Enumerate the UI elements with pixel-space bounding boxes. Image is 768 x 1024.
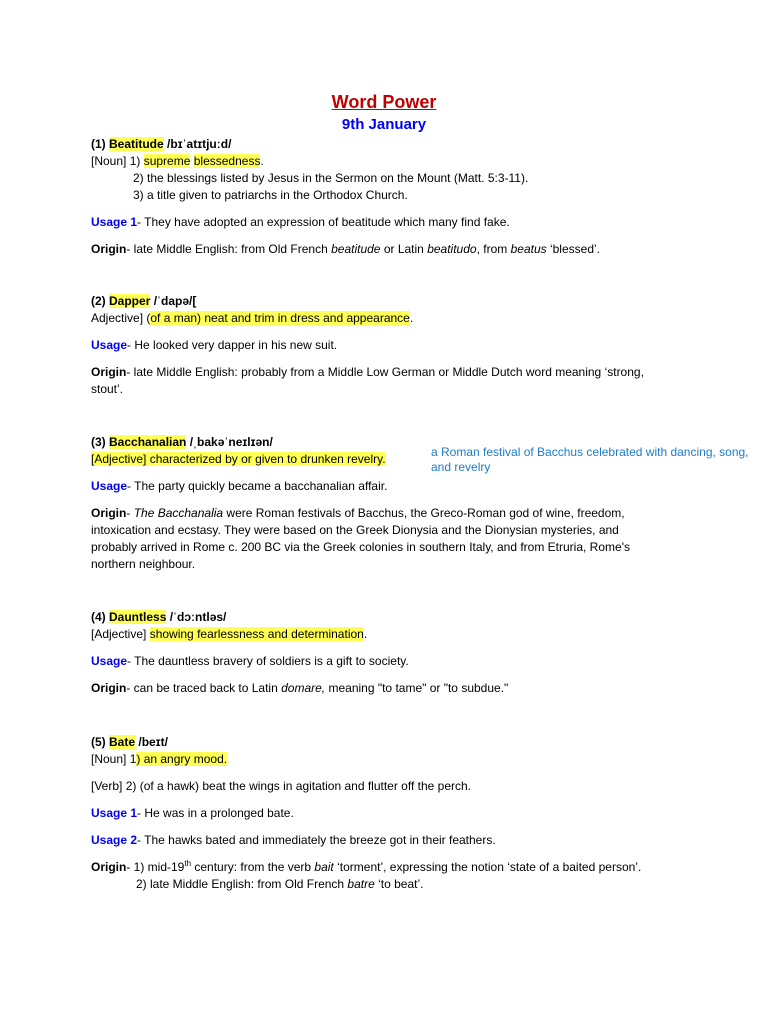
- origin-block: Origin- 1) mid-19th century: from the verb bait ‘torment’, expressing the notion ‘state of a baited person’. 2) late Middle English: from Old French batre ‘to beat’.: [91, 859, 642, 891]
- definition-line: [Verb] 2) (of a hawk) beat the wings in agitation and flutter off the perch.: [91, 779, 472, 793]
- page-title: Word Power: [331, 92, 437, 112]
- definition-line: 3) a title given to patriarchs in the Orthodox Church.: [133, 188, 408, 202]
- usage-line: Usage 2- The hawks bated and immediately the breeze got in their feathers.: [91, 833, 496, 847]
- definition-line: [Adjective] characterized by or given to drunken revelry.: [91, 452, 386, 466]
- headword: Dapper: [109, 294, 151, 308]
- margin-note: a Roman festival of Bacchus celebrated with dancing, song, and revelry: [431, 445, 749, 474]
- headword: Beatitude: [109, 137, 164, 151]
- page-date: 9th January: [341, 116, 427, 133]
- definition-line: Adjective] (of a man) neat and trim in dress and appearance.: [91, 311, 414, 325]
- headword: Dauntless: [109, 610, 167, 624]
- usage-line: Usage 1- They have adopted an expression of beatitude which many find fake.: [91, 215, 510, 229]
- entry-dapper: [91, 293, 681, 398]
- definition-line: [Noun] 1) supreme blessedness.: [91, 154, 264, 168]
- usage-line: Usage- The party quickly became a bacchanalian affair.: [91, 479, 388, 493]
- definition-line: [Noun] 1) an angry mood.: [91, 752, 228, 766]
- pronunciation: /beɪt/: [135, 735, 168, 749]
- entry-dauntless: [91, 609, 681, 697]
- pronunciation: /ˌbakəˈneɪlɪən/: [186, 435, 273, 449]
- origin-block: Origin- late Middle English: probably from a Middle Low German or Middle Dutch word meaning ‘strong, stout’.: [91, 365, 644, 396]
- usage-line: Usage 1- He was in a prolonged bate.: [91, 806, 294, 820]
- usage-line: Usage- The dauntless bravery of soldiers is a gift to society.: [91, 654, 409, 668]
- entry-bate: [91, 734, 681, 893]
- entry-heading: (5) Bate /beɪt/: [91, 735, 168, 749]
- headword: Bacchanalian: [109, 435, 187, 449]
- usage-line: Usage- He looked very dapper in his new suit.: [91, 338, 338, 352]
- definition-line: 2) the blessings listed by Jesus in the Sermon on the Mount (Matt. 5:3-11).: [133, 171, 529, 185]
- headword: Bate: [109, 735, 136, 749]
- pronunciation: /ˈdapə/[: [150, 294, 197, 308]
- entry-heading: (2) Dapper /ˈdapə/[: [91, 294, 197, 308]
- entry-heading: (4) Dauntless /ˈdɔːntləs/: [91, 610, 227, 624]
- pronunciation: /bɪˈatɪtjuːd/: [163, 137, 232, 151]
- origin-line: Origin- late Middle English: from Old French beatitude or Latin beatitudo, from beatus ‘blessed’.: [91, 242, 600, 256]
- origin-block: Origin- The Bacchanalia were Roman festivals of Bacchus, the Greco-Roman god of wine, freedom, intoxication and ecstasy. They were based on the Greek Dionysia and the Dionysian mysteries, and probably arrived in Rome c. 200 BC via the Greek colonies in southern Italy, and from Etruria, Rome's northern neighbour.: [91, 506, 630, 571]
- entry-beatitude: [91, 136, 681, 258]
- entry-heading: (1) Beatitude /bɪˈatɪtjuːd/: [91, 137, 232, 151]
- entry-heading: (3) Bacchanalian /ˌbakəˈneɪlɪən/: [91, 435, 273, 449]
- pronunciation: /ˈdɔːntləs/: [166, 610, 227, 624]
- origin-line: Origin- can be traced back to Latin domare, meaning "to tame" or "to subdue.": [91, 681, 509, 695]
- definition-line: [Adjective] showing fearlessness and determination.: [91, 627, 368, 641]
